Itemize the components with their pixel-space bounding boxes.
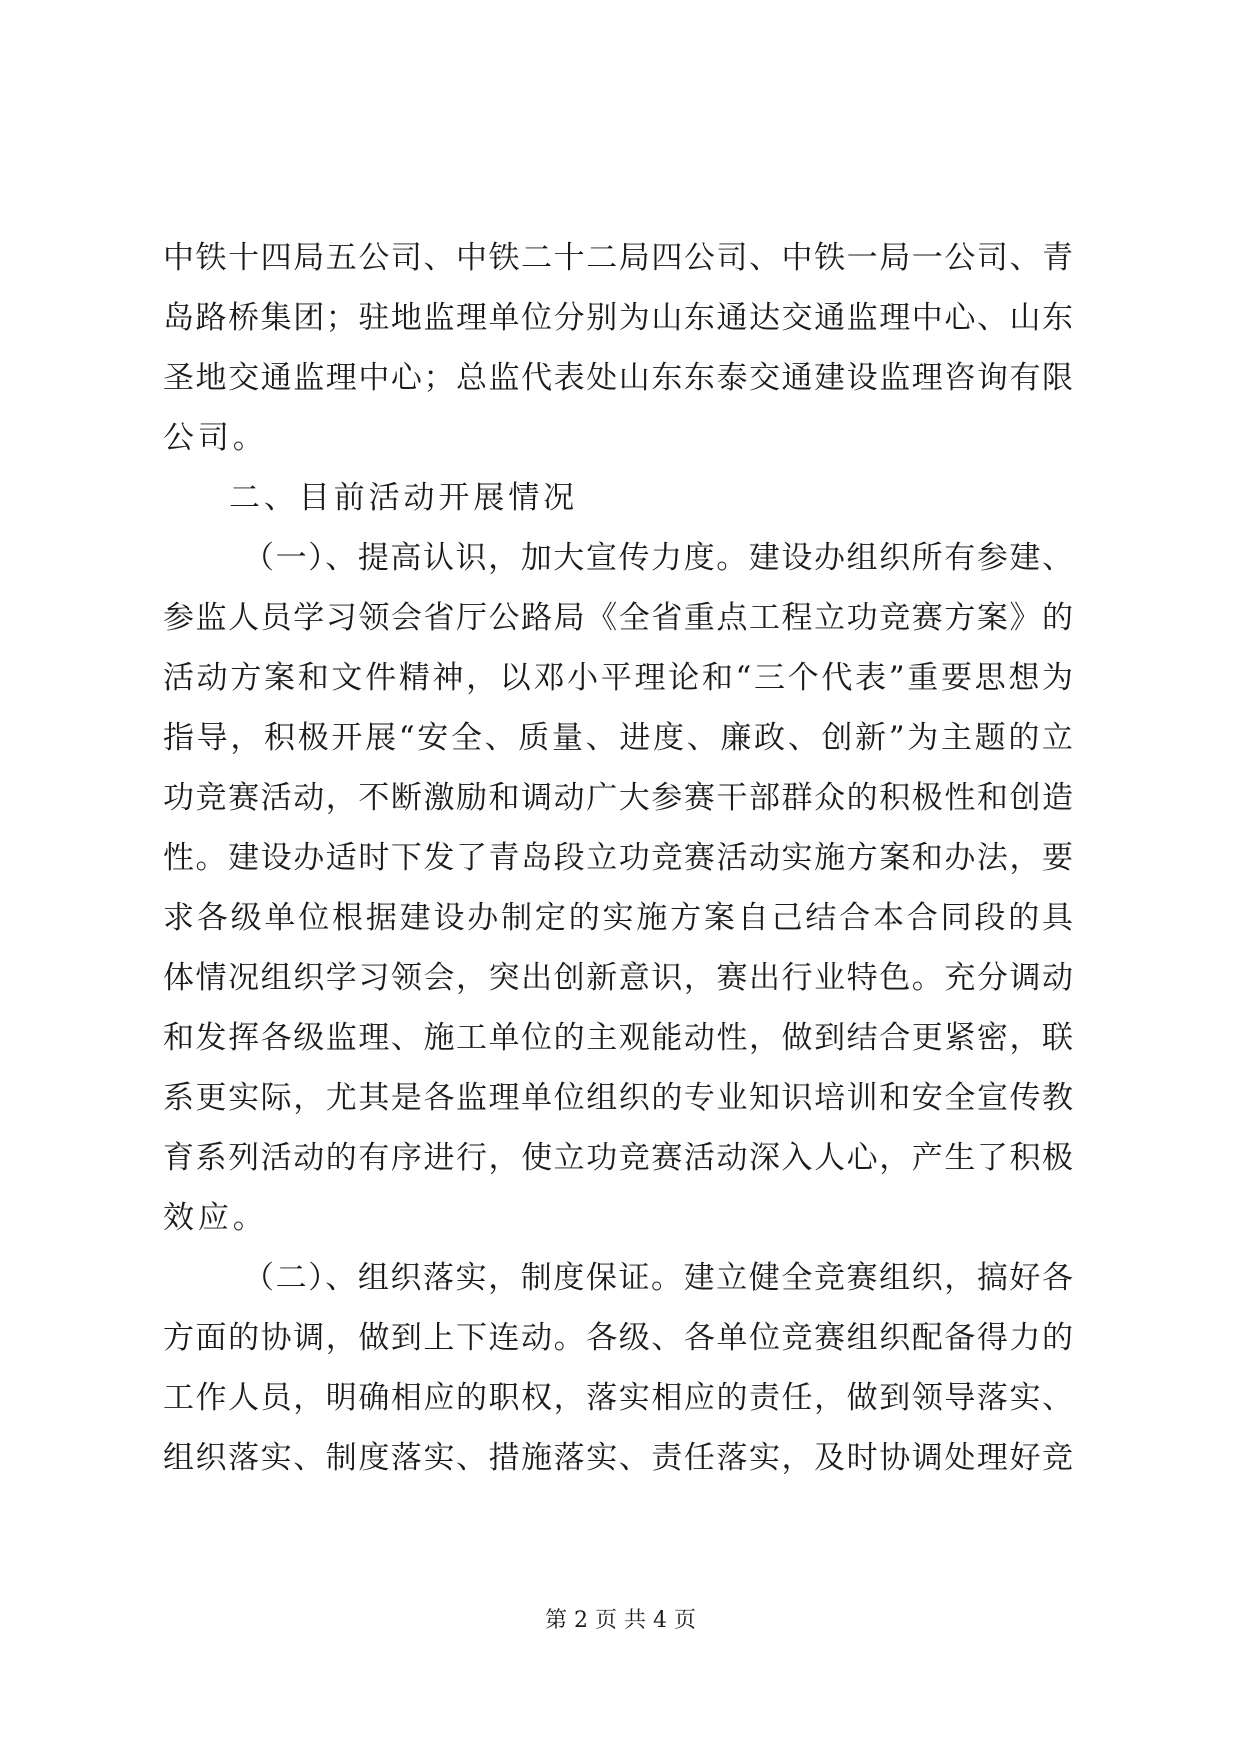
text-line: 方面的协调，做到上下连动。各级、各单位竞赛组织配备得力的 [163,1320,1073,1356]
text-line: 和发挥各级监理、施工单位的主观能动性，做到结合更紧密，联 [163,1020,1073,1056]
text-line: 育系列活动的有序进行，使立功竞赛活动深入人心，产生了积极 [163,1140,1073,1176]
document-body [163,228,1073,1488]
text-line: 求各级单位根据建设办制定的实施方案自己结合本合同段的具 [163,900,1073,936]
text-line: 中铁十四局五公司、中铁二十二局四公司、中铁一局一公司、青 [163,240,1073,276]
text-line: 效应。 [163,1200,268,1236]
text-line: 参监人员学习领会省厅公路局《全省重点工程立功竞赛方案》的 [163,600,1073,636]
text-line: 功竞赛活动，不断激励和调动广大参赛干部群众的积极性和创造 [163,780,1073,816]
section-heading: 二、目前活动开展情况 [229,480,578,516]
text-line: 圣地交通监理中心；总监代表处山东东泰交通建设监理咨询有限 [163,360,1073,396]
text-line: 岛路桥集团；驻地监理单位分别为山东通达交通监理中心、山东 [163,300,1073,336]
text-line: 工作人员，明确相应的职权，落实相应的责任，做到领导落实、 [163,1380,1073,1416]
page-number-footer: 第 2 页 共 4 页 [545,1608,696,1633]
text-line: （一）、提高认识，加大宣传力度。建设办组织所有参建、 [243,540,1073,576]
text-line: 体情况组织学习领会，突出创新意识，赛出行业特色。充分调动 [163,960,1073,996]
text-line: 活动方案和文件精神，以邓小平理论和“三个代表”重要思想为 [163,660,1073,696]
text-line: 性。建设办适时下发了青岛段立功竞赛活动实施方案和办法，要 [163,840,1073,876]
text-line: 指导，积极开展“安全、质量、进度、廉政、创新”为主题的立 [163,720,1073,756]
text-line: 系更实际，尤其是各监理单位组织的专业知识培训和安全宣传教 [163,1080,1073,1116]
text-line: （二）、组织落实，制度保证。建立健全竞赛组织，搞好各 [243,1260,1073,1296]
text-line: 公司。 [163,420,268,456]
text-line: 组织落实、制度落实、措施落实、责任落实，及时协调处理好竞 [163,1440,1073,1476]
